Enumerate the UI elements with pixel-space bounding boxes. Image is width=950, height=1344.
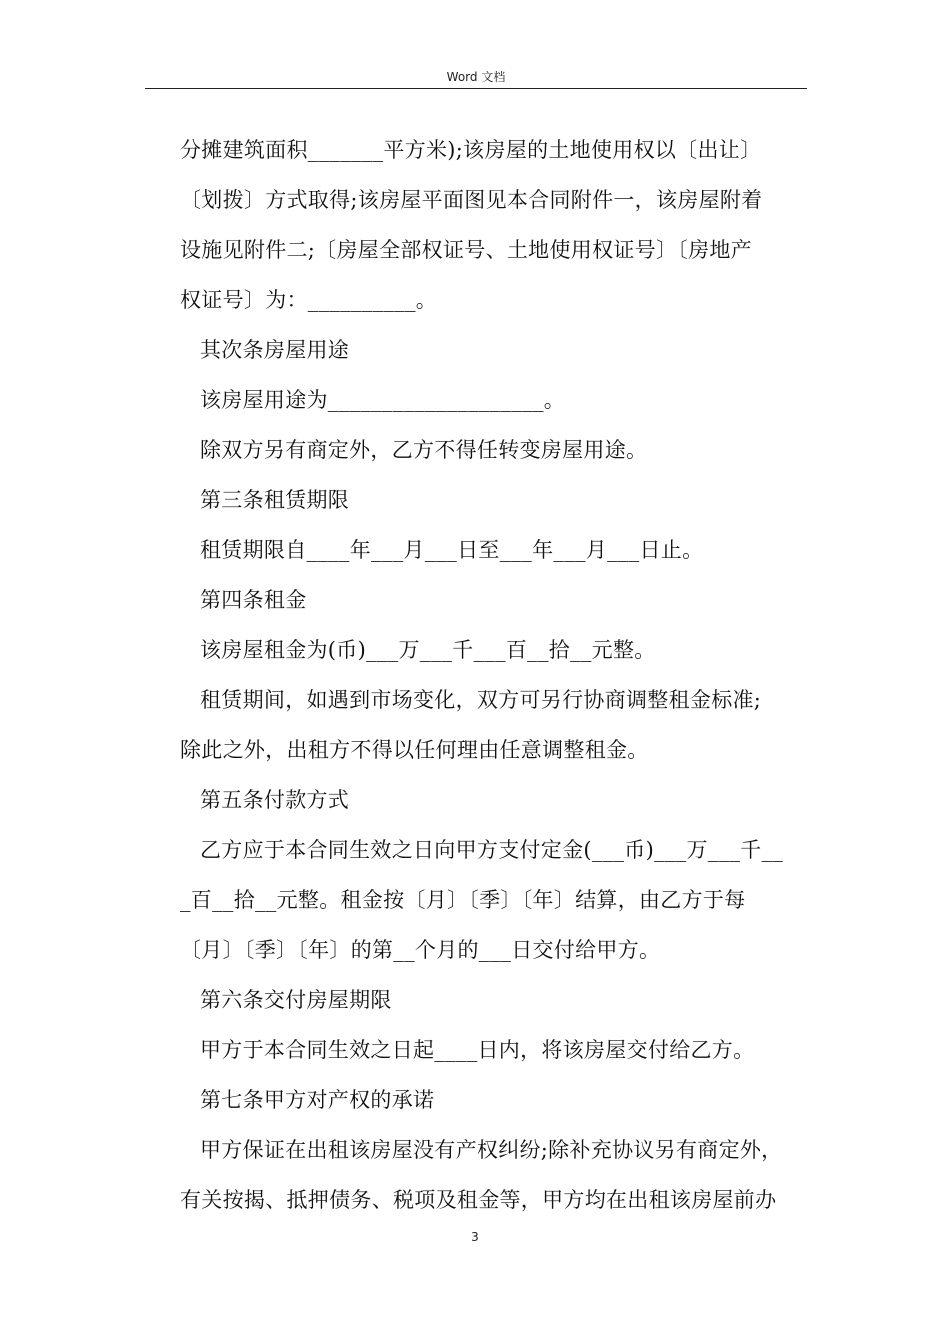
- text-line: 〔月〕〔季〕〔年〕的第__个月的___日交付给甲方。: [180, 938, 661, 962]
- document-body: [180, 128, 802, 1228]
- text-line: 除此之外，出租方不得以任何理由任意调整租金。: [180, 738, 649, 762]
- text-line: 乙方应于本合同生效之日向甲方支付定金(___币)___万___千__: [200, 838, 784, 862]
- text-line: 有关按揭、抵押债务、税项及租金等，甲方均在出租该房屋前办: [180, 1188, 777, 1212]
- text-line: 除双方另有商定外，乙方不得任转变房屋用途。: [200, 438, 648, 462]
- text-line: 第七条甲方对产权的承诺: [200, 1088, 435, 1112]
- text-line: 第六条交付房屋期限: [200, 988, 392, 1012]
- text-line: 第五条付款方式: [200, 788, 350, 812]
- page-header: Word 文档: [446, 70, 506, 84]
- text-line: 该房屋租金为(币)___万___千___百__拾__元整。: [200, 638, 656, 662]
- text-line: 〔划拨〕方式取得;该房屋平面图见本合同附件一，该房屋附着: [180, 188, 763, 212]
- text-line: 租赁期间，如遇到市场变化，双方可另行协商调整租金标准;: [200, 688, 762, 712]
- text-line: 其次条房屋用途: [200, 338, 350, 362]
- header-divider: [145, 88, 807, 89]
- text-line: 租赁期限自____年___月___日至___年___月___日止。: [200, 538, 704, 562]
- text-line: 权证号〕为：__________。: [180, 288, 438, 312]
- text-line: 第四条租金: [200, 588, 307, 612]
- text-line: 分摊建筑面积_______平方米);该房屋的土地使用权以〔出让〕: [180, 138, 762, 162]
- text-line: _百__拾__元整。租金按〔月〕〔季〕〔年〕结算，由乙方于每: [180, 888, 746, 912]
- text-line: 设施见附件二;〔房屋全部权证号、土地使用权证号〕〔房地产: [180, 238, 752, 262]
- text-line: 甲方保证在出租该房屋没有产权纠纷;除补充协议另有商定外，: [200, 1138, 783, 1162]
- text-line: 甲方于本合同生效之日起____日内，将该房屋交付给乙方。: [200, 1038, 755, 1062]
- page-number: 3: [471, 1230, 479, 1244]
- text-line: 该房屋用途为____________________。: [200, 388, 566, 412]
- text-line: 第三条租赁期限: [200, 488, 350, 512]
